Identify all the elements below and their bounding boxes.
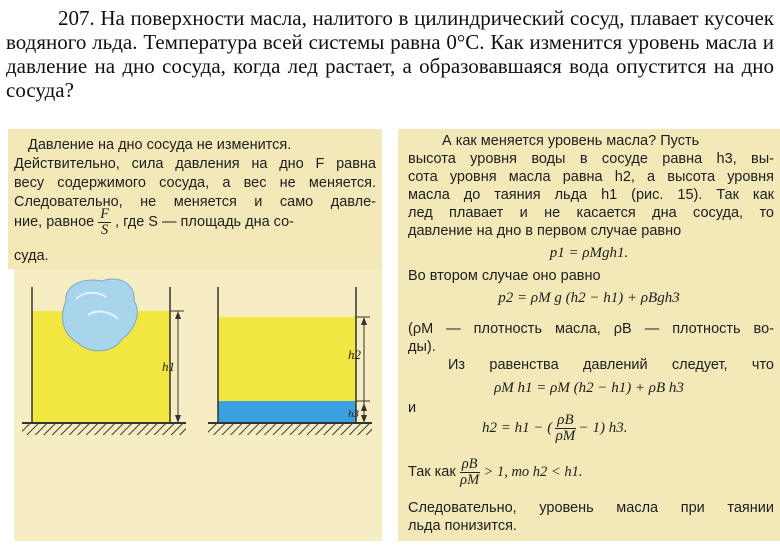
right-line-3: сота уровня масла равна h2, а высота уровня — [408, 169, 774, 185]
label-h3: h3 — [348, 408, 359, 420]
right-line-12-post: > 1, то h2 < h1. — [483, 464, 583, 480]
answer-right-panel — [398, 129, 780, 541]
right-line-7: Во втором случае оно равно — [408, 268, 601, 284]
left-line-4: Следовательно, не меняется и само давле- — [14, 194, 376, 210]
figure-panel — [14, 269, 382, 541]
equation-4-fraction — [555, 413, 575, 444]
right-line-14: льда понизится. — [408, 518, 517, 534]
left-line-5 — [14, 207, 376, 238]
equation-4-post: − 1) h3. — [578, 420, 628, 436]
problem-statement — [6, 6, 774, 102]
pressure-fraction — [98, 207, 111, 238]
right-line-12 — [408, 457, 582, 488]
right-line-4: масла до таяния льда h1 (рис. 15). Так как — [408, 187, 774, 203]
vessels-figure — [14, 269, 382, 541]
problem-text: На поверхности масла, налитого в цилиндрический сосуд, плавает кусочек водяного льда. Температура всей системы равна 0°С. Как изменится уровень масла и давление на дно сосуда, когда лед растает, а образовавшаяся вода опустится на дно сосуда? — [6, 6, 774, 102]
equation-4-num: ρВ — [557, 412, 574, 428]
right-line-2: высота уровня воды в сосуде равна h3, вы- — [408, 151, 774, 167]
right-line-9: ды). — [408, 339, 436, 355]
fraction-denominator: S — [101, 222, 109, 238]
left-line-2: Действительно, сила давления на дно F равна — [14, 156, 376, 172]
answer-left-panel — [8, 129, 382, 269]
right-line-12-pre: Так как — [408, 464, 456, 480]
equation-4-pre: h2 = h1 − ( — [482, 420, 553, 436]
density-ratio-num: ρВ — [461, 456, 478, 472]
fraction-numerator: F — [100, 206, 110, 222]
oil-right — [218, 317, 356, 401]
ground-left — [22, 423, 186, 435]
right-line-10: Из равенства давлений следует, что — [448, 357, 774, 373]
left-line-3: весу содержимого сосуда, а вес не меняется. — [14, 175, 376, 191]
density-ratio-den: ρМ — [460, 472, 480, 488]
equation-4 — [482, 413, 628, 444]
right-line-8: (ρМ — плотность масла, ρВ — плотность во- — [408, 321, 774, 337]
left-line-1: Давление на дно сосуда не изменится. — [28, 137, 292, 153]
right-line-5: лед плавает и не касается дна сосуда, то — [408, 205, 774, 221]
problem-number: 207. — [58, 6, 95, 30]
left-line-6: суда. — [14, 248, 49, 264]
right-line-11: и — [408, 400, 417, 416]
right-line-6: давление на дно в первом случае равно — [408, 223, 682, 239]
ground-right — [208, 423, 372, 435]
label-h2: h2 — [348, 347, 361, 362]
left-line-5-post: , где S — площадь дна со- — [115, 214, 294, 230]
right-line-13: Следовательно, уровень масла при таянии — [408, 500, 774, 516]
left-line-5-pre: ние, равное — [14, 214, 95, 230]
equation-4-den: ρМ — [555, 428, 576, 444]
equation-2: p2 = ρМ g (h2 − h1) + ρВgh3 — [498, 290, 680, 306]
equation-1: p1 = ρМgh1. — [549, 245, 629, 261]
equation-3: ρМ h1 = ρМ (h2 − h1) + ρВ h3 — [494, 380, 684, 396]
right-line-1: А как меняется уровень масла? Пусть — [442, 133, 700, 149]
density-ratio-fraction — [460, 457, 480, 488]
label-h1: h1 — [162, 359, 175, 374]
water-right — [218, 401, 356, 423]
